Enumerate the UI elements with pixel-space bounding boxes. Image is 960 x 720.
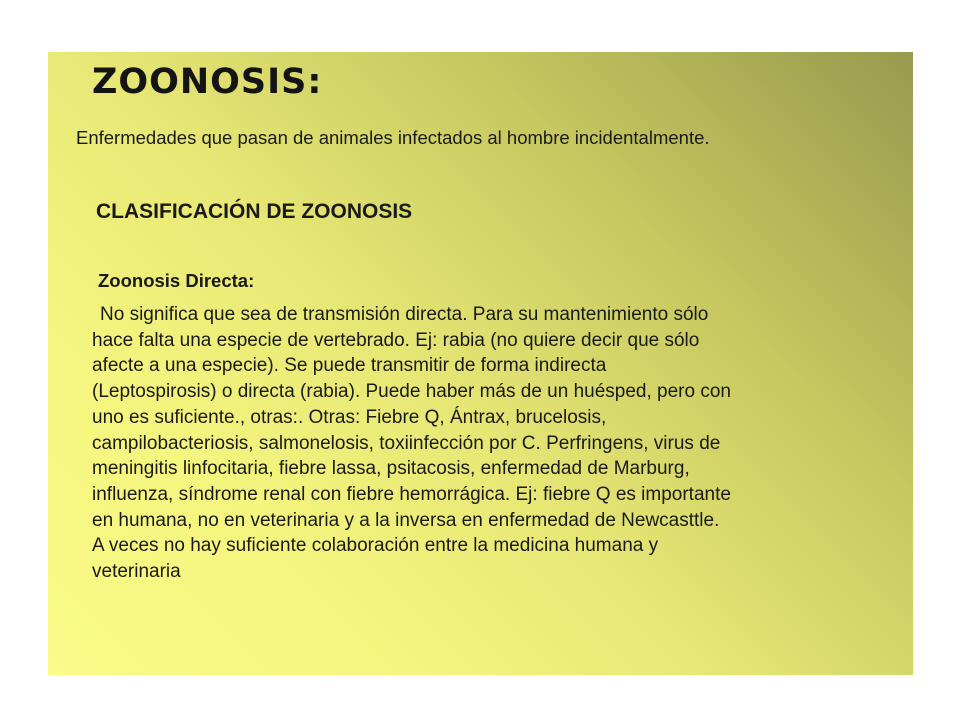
subheading-zoonosis-directa: Zoonosis Directa: (98, 270, 255, 291)
body-line: meningitis linfocitaria, fiebre lassa, psitacosis, enfermedad de Marburg, (92, 458, 690, 480)
body-line: campilobacteriosis, salmonelosis, toxiinfección por C. Perfringens, virus de (92, 432, 721, 454)
body-line: A veces no hay suficiente colaboración entre la medicina humana y (92, 535, 659, 557)
slide-title: ZOONOSIS: (92, 62, 323, 102)
section-heading: CLASIFICACIÓN DE ZOONOSIS (96, 200, 413, 223)
slide (48, 52, 913, 675)
body-line: No significa que sea de transmisión directa. Para su mantenimiento sólo (100, 304, 709, 325)
body-line: veterinaria (92, 561, 181, 583)
body-line: influenza, síndrome renal con fiebre hemorrágica. Ej: fiebre Q es importante (92, 483, 731, 505)
body-line: afecte a una especie). Se puede transmitir de forma indirecta (92, 355, 607, 377)
body-line: uno es suficiente., otras:. Otras: Fiebre Q, Ántrax, brucelosis, (92, 406, 607, 428)
slide-subtitle: Enfermedades que pasan de animales infectados al hombre incidentalmente. (76, 127, 710, 148)
body-line: en humana, no en veterinaria y a la inversa en enfermedad de Newcasttle. (92, 509, 720, 531)
body-paragraph (92, 302, 912, 585)
body-line: (Leptospirosis) o directa (rabia). Puede haber más de un huésped, pero con (92, 381, 731, 403)
body-line: hace falta una especie de vertebrado. Ej: rabia (no quiere decir que sólo (92, 329, 700, 351)
